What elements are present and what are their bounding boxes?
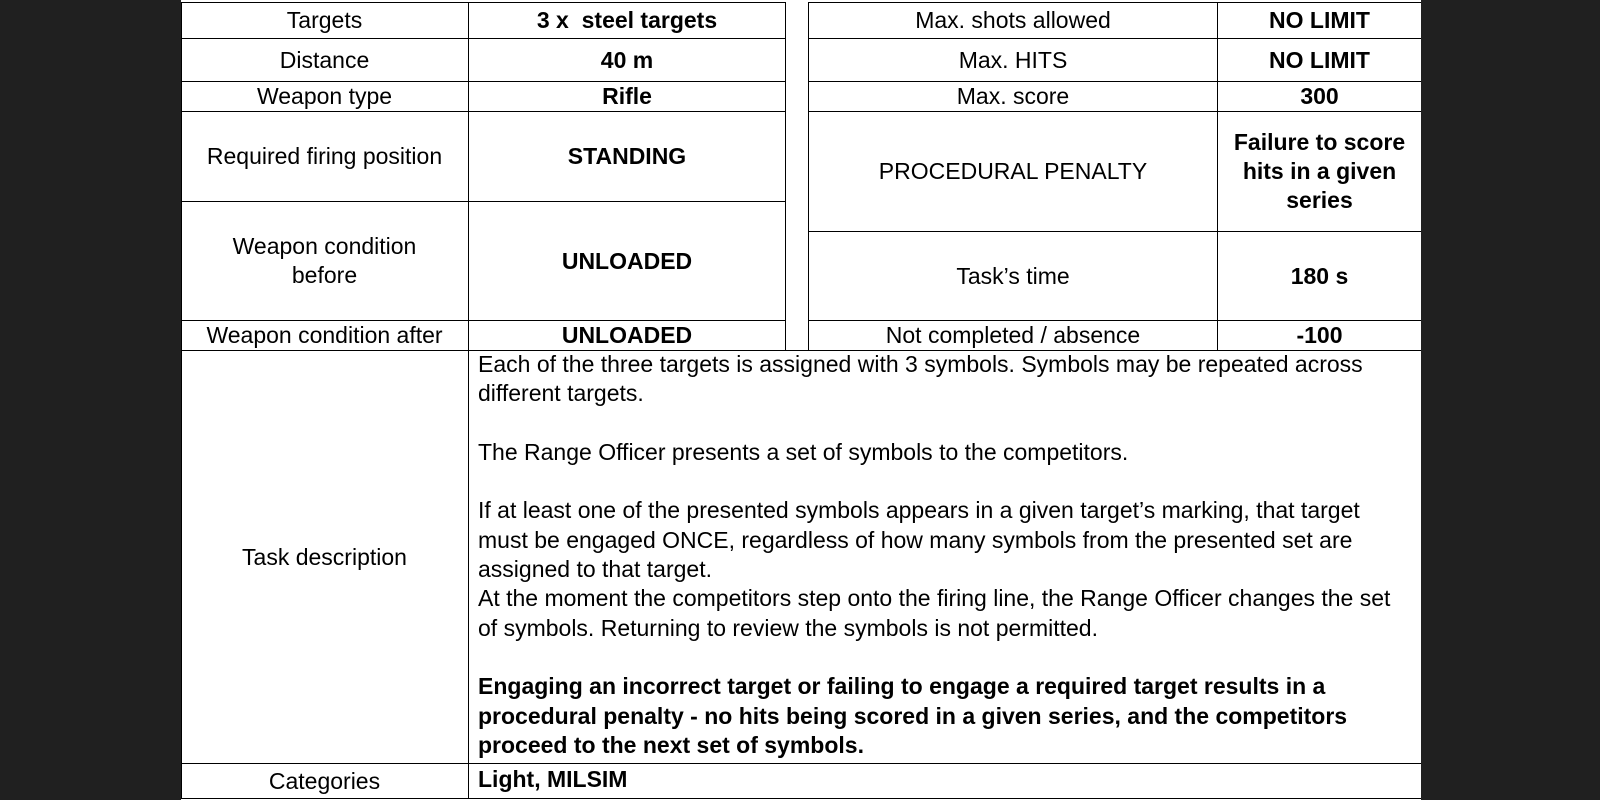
- not-completed-value: -100: [1296, 322, 1343, 348]
- grid-line: [181, 798, 1421, 799]
- max-score-label: Max. score: [956, 83, 1070, 109]
- task-description-label: Task description: [242, 543, 407, 570]
- targets-label: Targets: [286, 7, 363, 33]
- max-hits-label: Max. HITS: [958, 46, 1068, 73]
- task-paragraph: Each of the three targets is assigned with 3 symbols. Symbols may be repeated across different targets.: [478, 351, 1363, 407]
- weapon-type-label: Weapon type: [256, 83, 393, 109]
- targets-value: 3 x steel targets: [536, 7, 718, 33]
- task-paragraph: If at least one of the presented symbols appears in a given target’s marking, that target must be engaged ONCE, regardless of how many symbols from the presented set are assigned to that target.: [478, 497, 1360, 583]
- weapon-condition-after-label: Weapon condition after: [206, 322, 443, 348]
- procedural-penalty-label: PROCEDURAL PENALTY: [878, 158, 1148, 184]
- grid-line: [785, 2, 786, 350]
- weapon-condition-after-value: UNLOADED: [561, 322, 693, 348]
- task-paragraph-bold: Engaging an incorrect target or failing to engage a required target results in a procedural penalty - no hits being scored in a given series, and the competitors proceed to the next set of symbols.: [478, 673, 1348, 758]
- task-time-label: Task’s time: [956, 262, 1070, 289]
- max-shots-value: NO LIMIT: [1269, 7, 1370, 33]
- max-score-value: 300: [1300, 83, 1339, 109]
- max-shots-label: Max. shots allowed: [915, 7, 1111, 33]
- task-description-text: [478, 350, 1413, 760]
- task-paragraph: At the moment the competitors step onto the firing line, the Range Officer changes the set of symbols. Returning to review the symbols is not permitted.: [478, 585, 1391, 641]
- distance-value: 40 m: [600, 46, 654, 73]
- max-hits-value: NO LIMIT: [1269, 46, 1370, 73]
- firing-position-label: Required firing position: [206, 143, 443, 169]
- distance-label: Distance: [279, 46, 370, 73]
- procedural-penalty-value: Failure to score hits in a given series: [1233, 129, 1406, 213]
- document-page: [181, 0, 1421, 800]
- weapon-condition-before-label: Weapon condition before: [232, 233, 417, 288]
- categories-label: Categories: [268, 767, 381, 794]
- weapon-condition-before-value: UNLOADED: [561, 247, 693, 274]
- task-paragraph: The Range Officer presents a set of symbols to the competitors.: [478, 438, 1129, 465]
- weapon-type-value: Rifle: [602, 83, 652, 109]
- categories-value: Light, MILSIM: [478, 766, 628, 792]
- not-completed-label: Not completed / absence: [885, 322, 1141, 348]
- task-time-value: 180 s: [1290, 262, 1349, 289]
- firing-position-value: STANDING: [567, 143, 687, 169]
